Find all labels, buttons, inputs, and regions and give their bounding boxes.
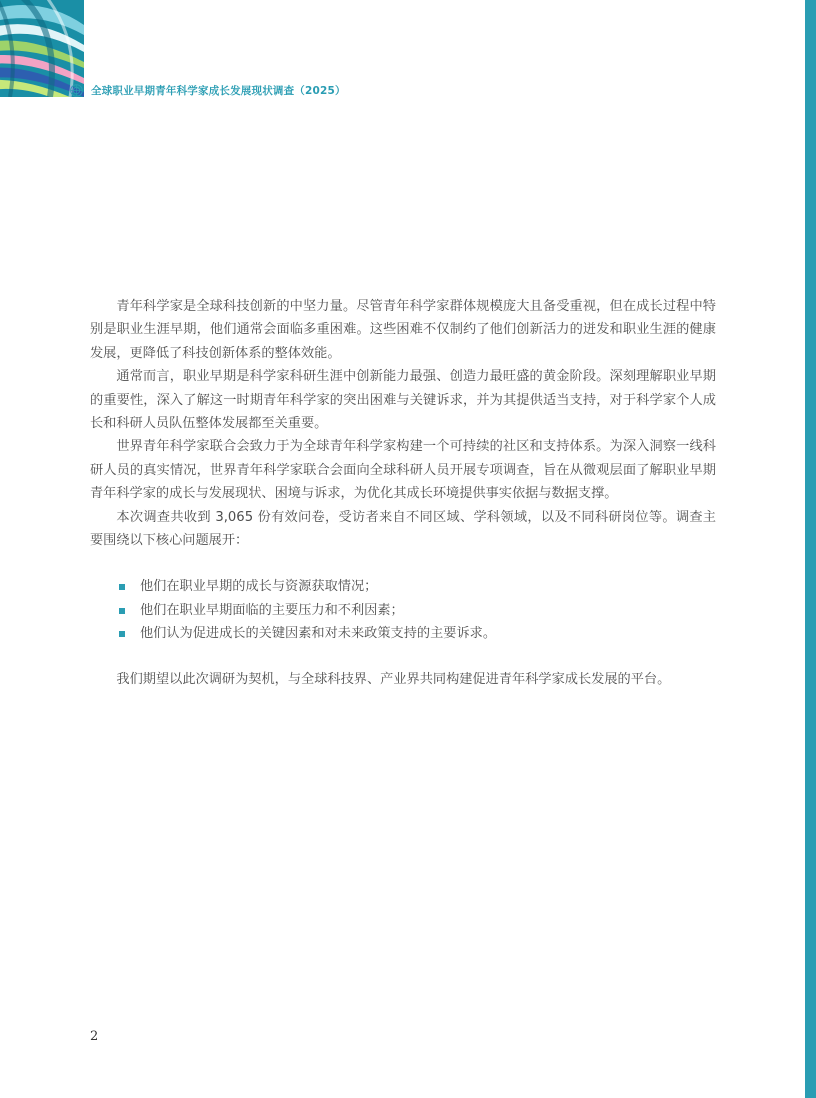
body-paragraph: 世界青年科学家联合会致力于为全球青年科学家构建一个可持续的社区和支持体系。为深入洞察一线科研人员的真实情况，世界青年科学家联合会面向全球科研人员开展专项调查，旨在从微观层面了解职业早期青年科学家的成长与发展现状、困境与诉求，为优化其成长环境提供事实依据与数据支撑。 — [90, 439, 716, 502]
body-paragraph: 通常而言，职业早期是科学家科研生涯中创新能力最强、创造力最旺盛的黄金阶段。深刻理解职业早期的重要性，深入了解这一时期青年科学家的突出困难与关键诉求，并为其提供适当支持，对于科学家个人成长和科研人员队伍整体发展都至关重要。 — [90, 369, 716, 432]
list-item — [90, 575, 716, 598]
square-bullet-icon — [119, 584, 125, 590]
main-content — [90, 295, 716, 691]
list-item-text: 他们认为促进成长的关键因素和对未来政策支持的主要诉求。 — [140, 626, 497, 642]
right-accent-bar — [805, 0, 816, 1098]
core-questions-list — [90, 575, 716, 645]
list-item-text: 他们在职业早期的成长与资源获取情况； — [140, 579, 378, 595]
body-paragraph: 本次调查共收到 3,065 份有效问卷，受访者来自不同区域、学科领域，以及不同科研岗位等。调查主要围绕以下核心问题展开： — [90, 509, 716, 549]
list-item — [90, 622, 716, 645]
globe-emblem-icon — [70, 84, 83, 97]
list-item — [90, 599, 716, 622]
header-title: 全球职业早期青年科学家成长发展现状调查（2025） — [91, 84, 346, 97]
list-item-text: 他们在职业早期面临的主要压力和不利因素； — [140, 602, 404, 618]
square-bullet-icon — [119, 608, 125, 614]
page-header — [70, 82, 346, 98]
closing-paragraph: 我们期望以此次调研为契机，与全球科技界、产业界共同构建促进青年科学家成长发展的平台。 — [116, 671, 671, 687]
page-number: 2 — [90, 1029, 99, 1044]
body-paragraph: 青年科学家是全球科技创新的中坚力量。尽管青年科学家群体规模庞大且备受重视，但在成长过程中特别是职业生涯早期，他们通常会面临多重困难。这些困难不仅制约了他们创新活力的迸发和职业生涯的健康发展，更降低了科技创新体系的整体效能。 — [90, 299, 716, 361]
square-bullet-icon — [119, 631, 125, 637]
